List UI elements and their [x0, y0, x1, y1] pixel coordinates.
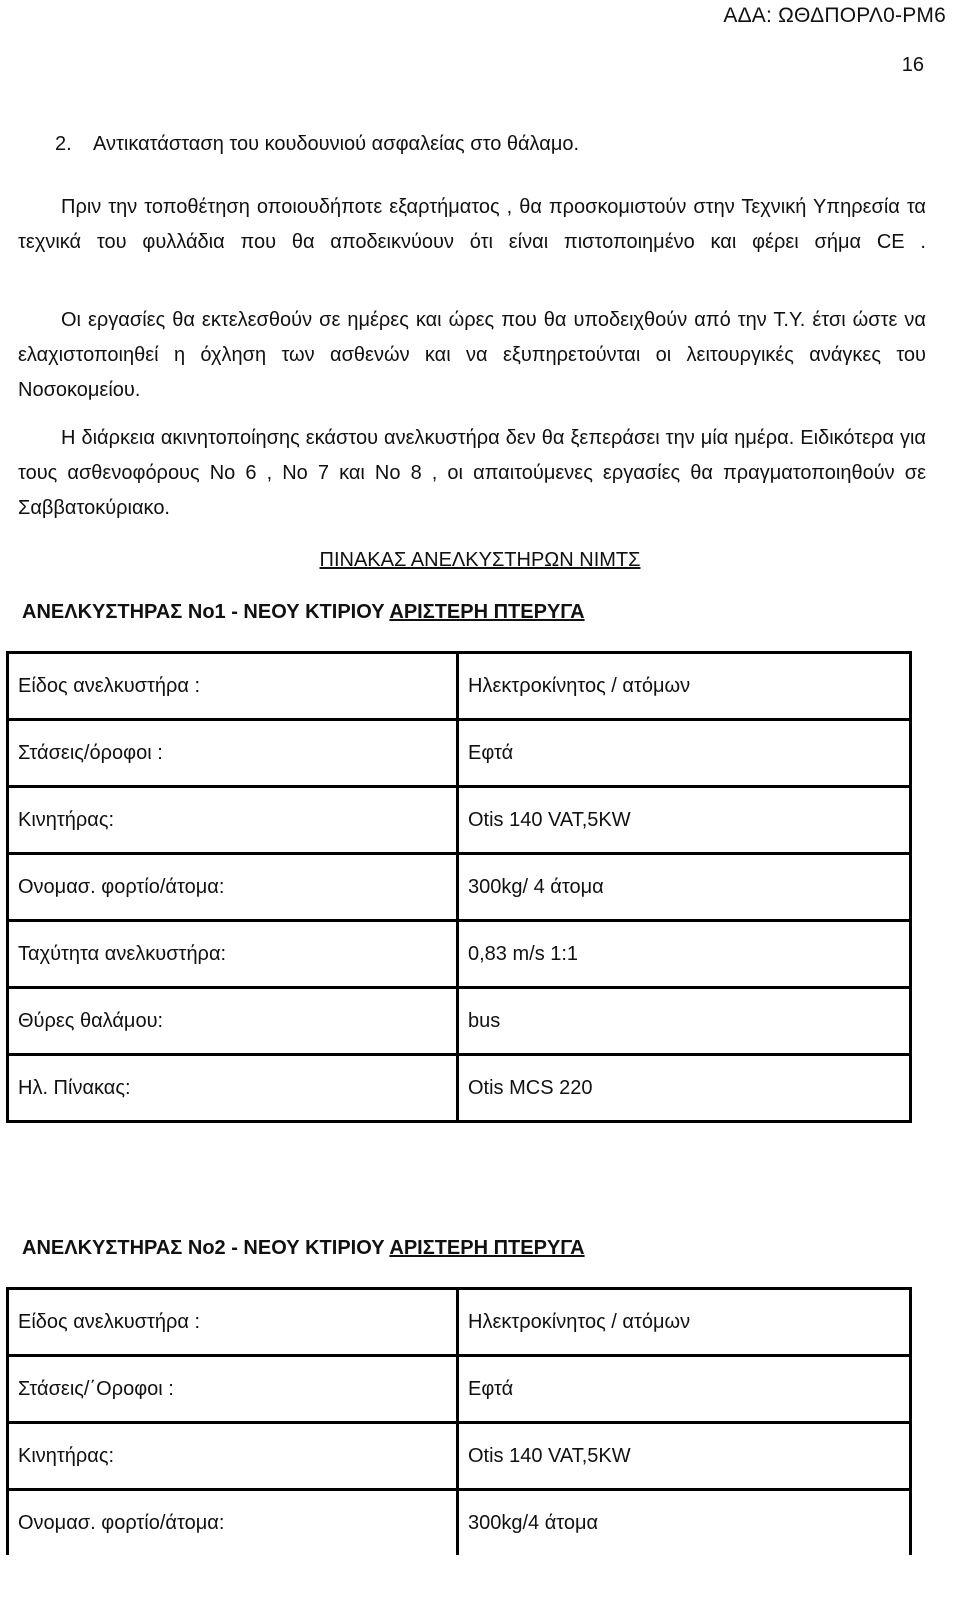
- lift-2-title: [22, 1231, 585, 1266]
- spec-label: Ονομασ. φορτίο/άτομα:: [8, 854, 458, 921]
- spec-value: Ηλεκτροκίνητος / ατόμων: [458, 1289, 911, 1356]
- lift-1-title-wing: ΑΡΙΣΤΕΡΗ ΠΤΕΡΥΓΑ: [389, 601, 585, 623]
- table-row: [8, 988, 911, 1055]
- spec-label: Είδος ανελκυστήρα :: [8, 653, 458, 720]
- spec-value: 300kg/4 άτομα: [458, 1490, 911, 1556]
- lift-2-spec-table: [6, 1287, 912, 1555]
- list-item-text: Αντικατάσταση του κουδουνιού ασφαλείας στο θάλαμο.: [93, 133, 580, 155]
- spec-value: Εφτά: [458, 720, 911, 787]
- spec-value: bus: [458, 988, 911, 1055]
- table-row: [8, 787, 911, 854]
- paragraph-duration: Η διάρκεια ακινητοποίησης εκάστου ανελκυστήρα δεν θα ξεπεράσει την μία ημέρα. Ειδικότερα για τους ασθενοφόρους Νο 6 , Νο 7 και Νο 8 , οι απαιτούμενες εργασίες θα πραγματοποιηθούν σε Σαββατοκύριακο.: [18, 427, 926, 519]
- spec-label: Θύρες θαλάμου:: [8, 988, 458, 1055]
- table-row: [8, 720, 911, 787]
- table-row: [8, 1289, 911, 1356]
- spec-value: 0,83 m/s 1:1: [458, 921, 911, 988]
- list-item: [55, 127, 579, 162]
- spec-label: Ταχύτητα ανελκυστήρα:: [8, 921, 458, 988]
- paragraph-schedule: Οι εργασίες θα εκτελεσθούν σε ημέρες και ώρες που θα υποδειχθούν από την Τ.Υ. έτσι ώστε να ελαχιστοποιηθεί η όχληση των ασθενών και να εξυπηρετούνται οι λειτουργικές ανάγκες του Νοσοκομείου.: [18, 309, 926, 401]
- spec-value: Otis 140 VAT,5KW: [458, 787, 911, 854]
- lift-1-title: [22, 595, 585, 630]
- lift-2-title-wing: ΑΡΙΣΤΕΡΗ ΠΤΕΡΥΓΑ: [389, 1237, 585, 1259]
- ada-code: ΑΔΑ: ΩΘΔΠΟΡΛ0-ΡΜ6: [723, 4, 946, 27]
- table-row: [8, 1055, 911, 1122]
- paragraph-documents: Πριν την τοποθέτηση οποιουδήποτε εξαρτήματος , θα προσκομιστούν στην Τεχνική Υπηρεσία τα τεχνικά του φυλλάδια που θα αποδεικνύουν ότι είναι πιστοποιημένο και φέρει σήμα CE .: [18, 196, 926, 253]
- table-row: [8, 921, 911, 988]
- table-row: [8, 854, 911, 921]
- spec-label: Στάσεις/όροφοι :: [8, 720, 458, 787]
- spec-label: Κινητήρας:: [8, 1423, 458, 1490]
- spec-value: Otis MCS 220: [458, 1055, 911, 1122]
- list-item-number: 2.: [55, 133, 72, 155]
- lift-1-spec-table: [6, 651, 912, 1123]
- table-title: ΠΙΝΑΚΑΣ ΑΝΕΛΚΥΣΤΗΡΩΝ ΝΙΜΤΣ: [319, 549, 641, 571]
- spec-label: Ηλ. Πίνακας:: [8, 1055, 458, 1122]
- table-row: [8, 1423, 911, 1490]
- table-row: [8, 1356, 911, 1423]
- spec-label: Κινητήρας:: [8, 787, 458, 854]
- lift-2-title-main: ΑΝΕΛΚΥΣΤΗΡΑΣ Νο2 - ΝΕΟΥ ΚΤΙΡΙΟΥ: [22, 1237, 390, 1259]
- spec-label: Είδος ανελκυστήρα :: [8, 1289, 458, 1356]
- spec-value: Otis 140 VAT,5KW: [458, 1423, 911, 1490]
- spec-label: Ονομασ. φορτίο/άτομα:: [8, 1490, 458, 1556]
- spec-value: 300kg/ 4 άτομα: [458, 854, 911, 921]
- spec-value: Ηλεκτροκίνητος / ατόμων: [458, 653, 911, 720]
- page-number: 16: [901, 54, 924, 76]
- table-row: [8, 1490, 911, 1556]
- spec-label: Στάσεις/΄Οροφοι :: [8, 1356, 458, 1423]
- lift-1-title-main: ΑΝΕΛΚΥΣΤΗΡΑΣ Νο1 - ΝΕΟΥ ΚΤΙΡΙΟΥ: [22, 601, 390, 623]
- table-row: [8, 653, 911, 720]
- spec-value: Εφτά: [458, 1356, 911, 1423]
